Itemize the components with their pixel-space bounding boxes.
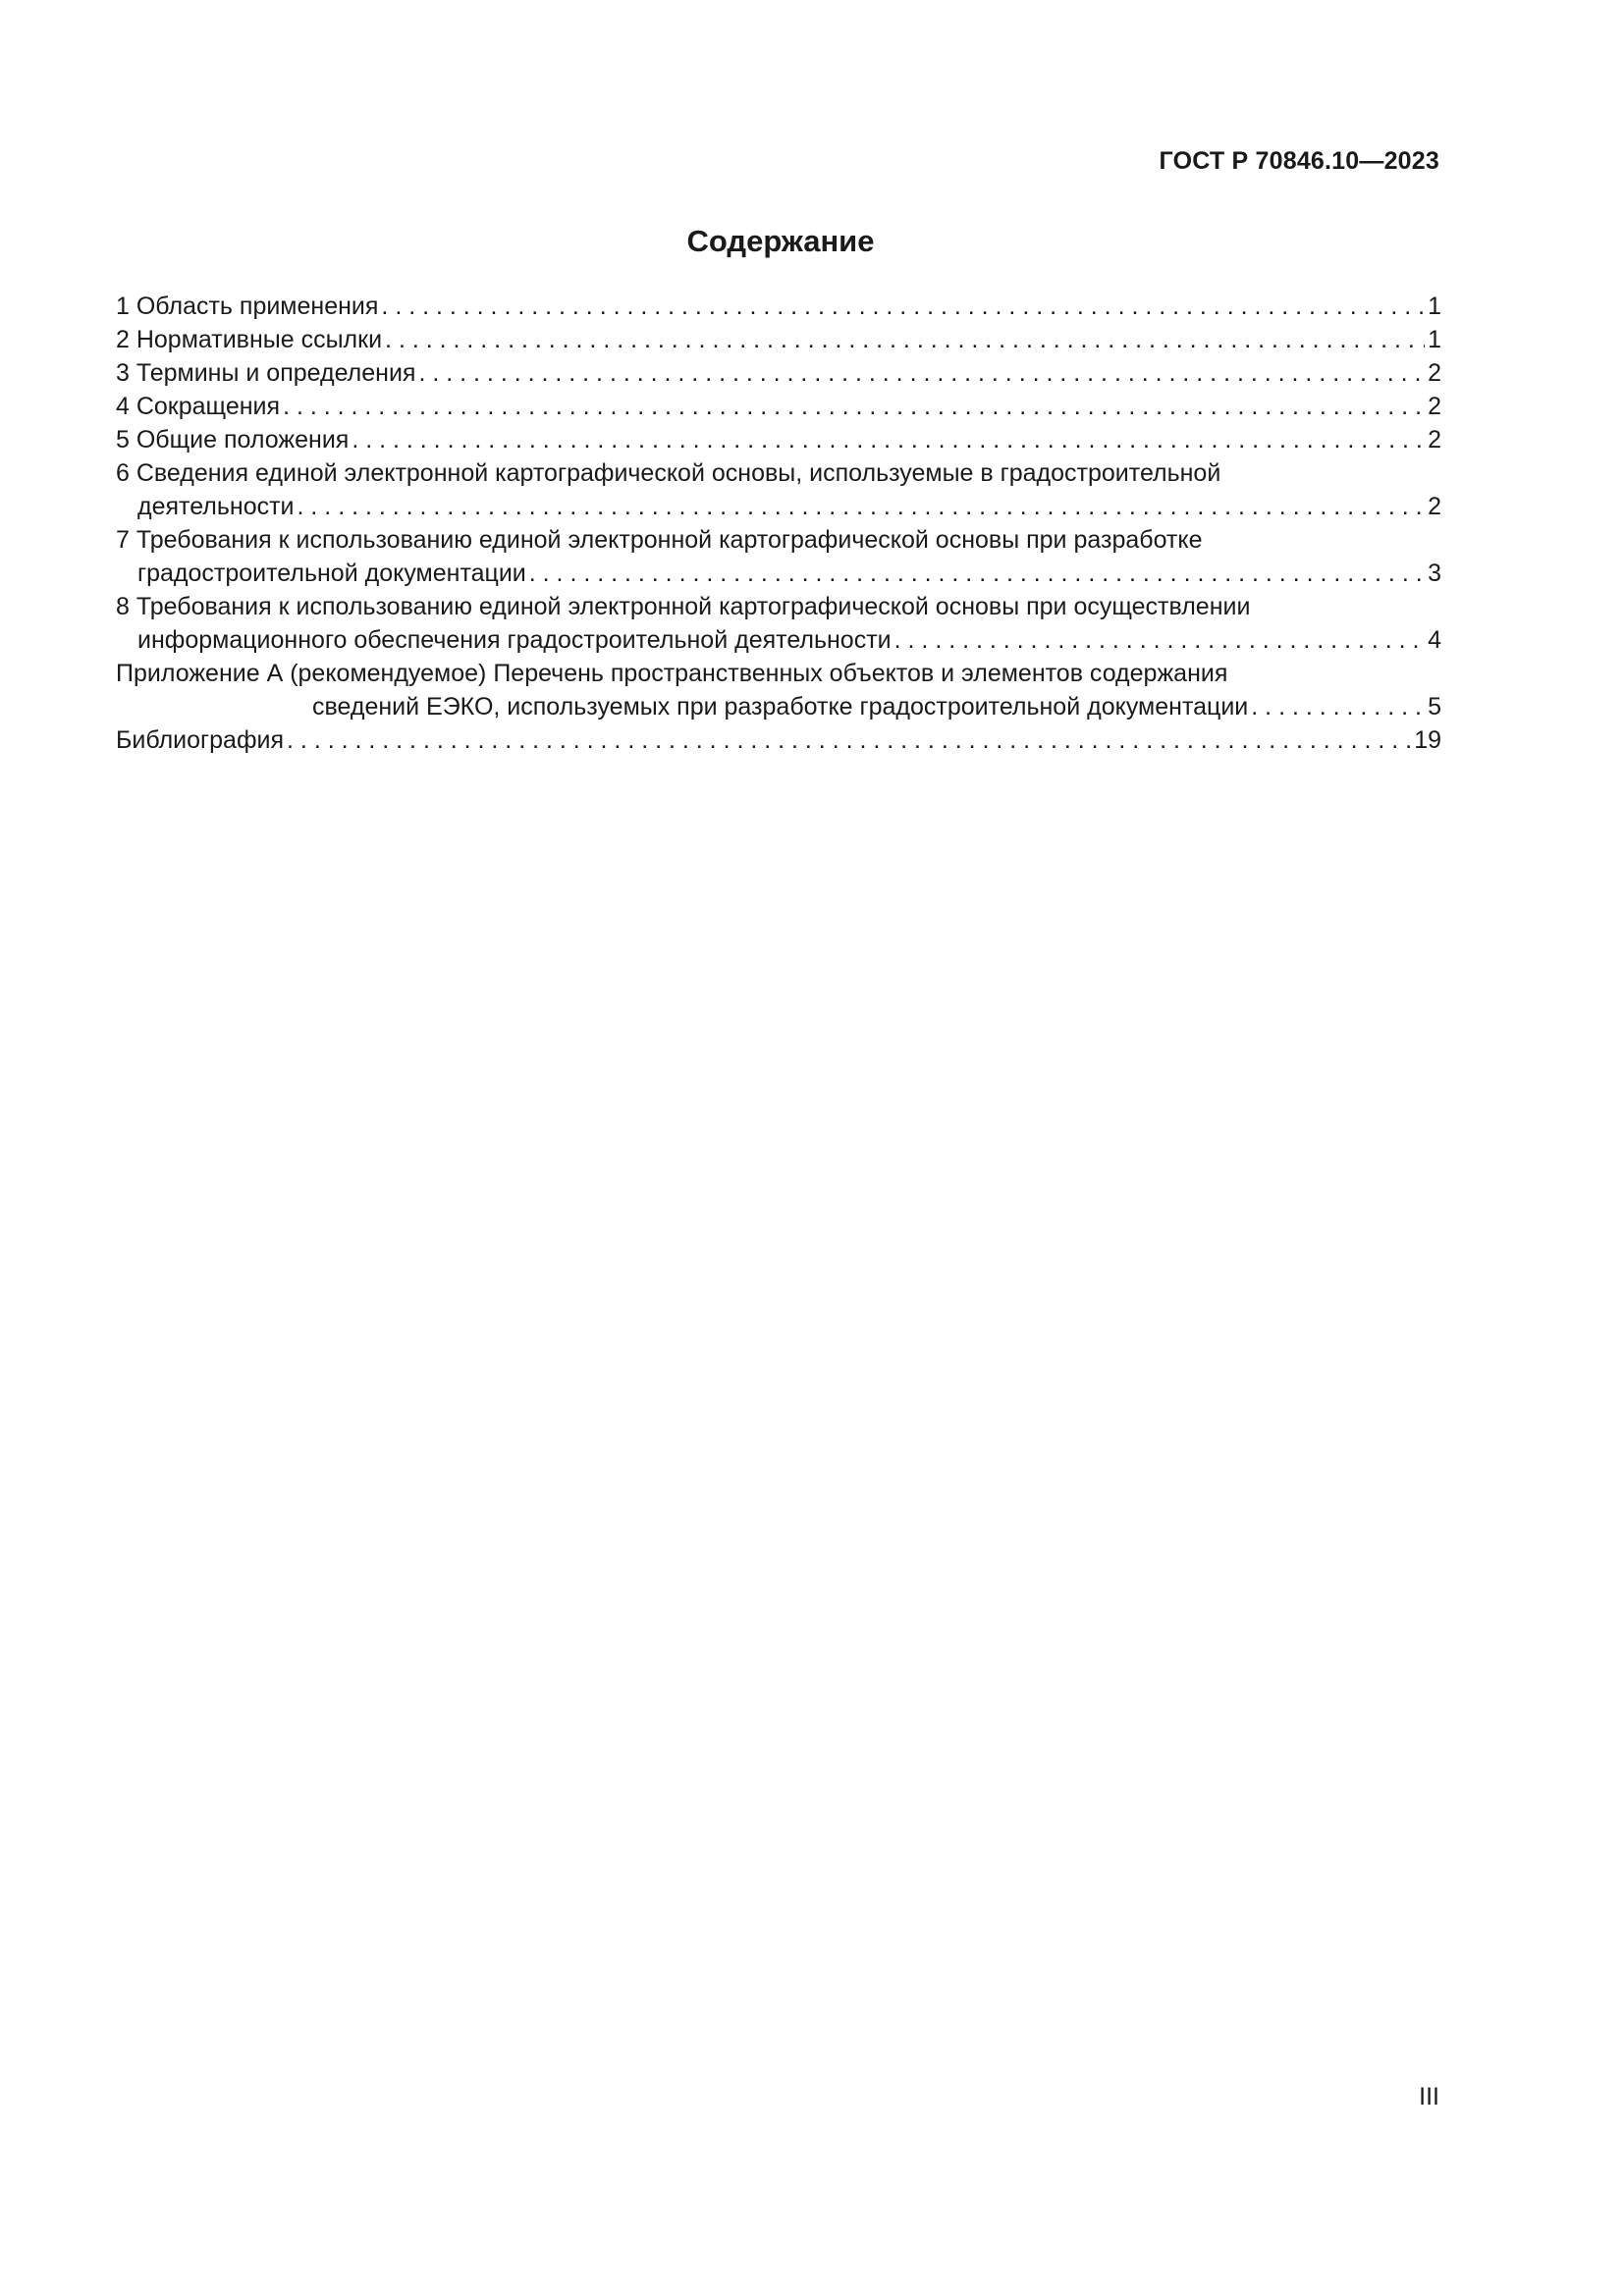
toc-entry-text: 7 Требования к использованию единой электронной картографической основы при разработке xyxy=(116,526,1203,554)
toc-entry-text-continued: градостроительной документации xyxy=(137,560,526,587)
toc-leader xyxy=(298,490,1426,523)
toc-entry-page: 4 xyxy=(1428,626,1441,654)
toc-entry-page: 5 xyxy=(1428,693,1441,721)
toc-leader xyxy=(894,623,1425,657)
toc-leader xyxy=(352,423,1425,456)
toc-entry-text: 4 Сокращения xyxy=(116,393,281,420)
toc-entry-text: 3 Термины и определения xyxy=(116,359,416,387)
toc-entry-text: 8 Требования к использованию единой электронной картографической основы при осуществлении xyxy=(116,593,1251,620)
toc-leader xyxy=(529,557,1425,590)
toc-entry[interactable] xyxy=(116,323,1441,356)
toc-entry-text: Библиография xyxy=(116,726,285,754)
toc-entry-page: 2 xyxy=(1428,426,1441,454)
toc-entry[interactable] xyxy=(116,423,1441,456)
toc-entry[interactable] xyxy=(116,590,1441,657)
toc-entry-text-continued: сведений ЕЭКО, используемых при разработке градостроительной документации xyxy=(312,693,1249,721)
toc-leader xyxy=(418,356,1425,390)
toc-leader xyxy=(283,390,1425,423)
toc-entry-text-continued: информационного обеспечения градостроительной деятельности xyxy=(137,626,892,654)
toc-entry-page: 1 xyxy=(1428,293,1441,320)
table-of-contents xyxy=(116,290,1441,757)
toc-entry[interactable] xyxy=(116,290,1441,323)
toc-entry-page: 19 xyxy=(1414,726,1441,754)
toc-leader xyxy=(1251,690,1425,723)
page-number: III xyxy=(1419,2083,1439,2110)
toc-leader xyxy=(381,290,1425,323)
toc-entry-text: 1 Область применения xyxy=(116,293,379,320)
toc-entry-text-continued: деятельности xyxy=(137,493,295,520)
toc-entry-text: 2 Нормативные ссылки xyxy=(116,326,383,353)
toc-entry[interactable] xyxy=(116,657,1441,723)
toc-title: Содержание xyxy=(686,224,875,258)
toc-entry-page: 2 xyxy=(1428,359,1441,387)
toc-entry-text: 6 Сведения единой электронной картографической основы, используемые в градостроительной xyxy=(116,459,1221,487)
toc-entry[interactable] xyxy=(116,456,1441,523)
toc-entry-page: 1 xyxy=(1428,326,1441,353)
toc-entry-text: Приложение А (рекомендуемое) Перечень пространственных объектов и элементов содержания xyxy=(116,660,1228,687)
toc-entry-page: 2 xyxy=(1428,393,1441,420)
toc-entry-page: 3 xyxy=(1428,560,1441,587)
toc-entry[interactable] xyxy=(116,390,1441,423)
document-code: ГОСТ Р 70846.10—2023 xyxy=(1159,147,1439,175)
toc-entry[interactable] xyxy=(116,356,1441,390)
toc-entry[interactable] xyxy=(116,523,1441,590)
toc-entry-text: 5 Общие положения xyxy=(116,426,350,454)
toc-leader xyxy=(385,323,1425,356)
toc-leader xyxy=(287,723,1411,757)
toc-entry-page: 2 xyxy=(1428,493,1441,520)
toc-entry[interactable] xyxy=(116,723,1441,757)
